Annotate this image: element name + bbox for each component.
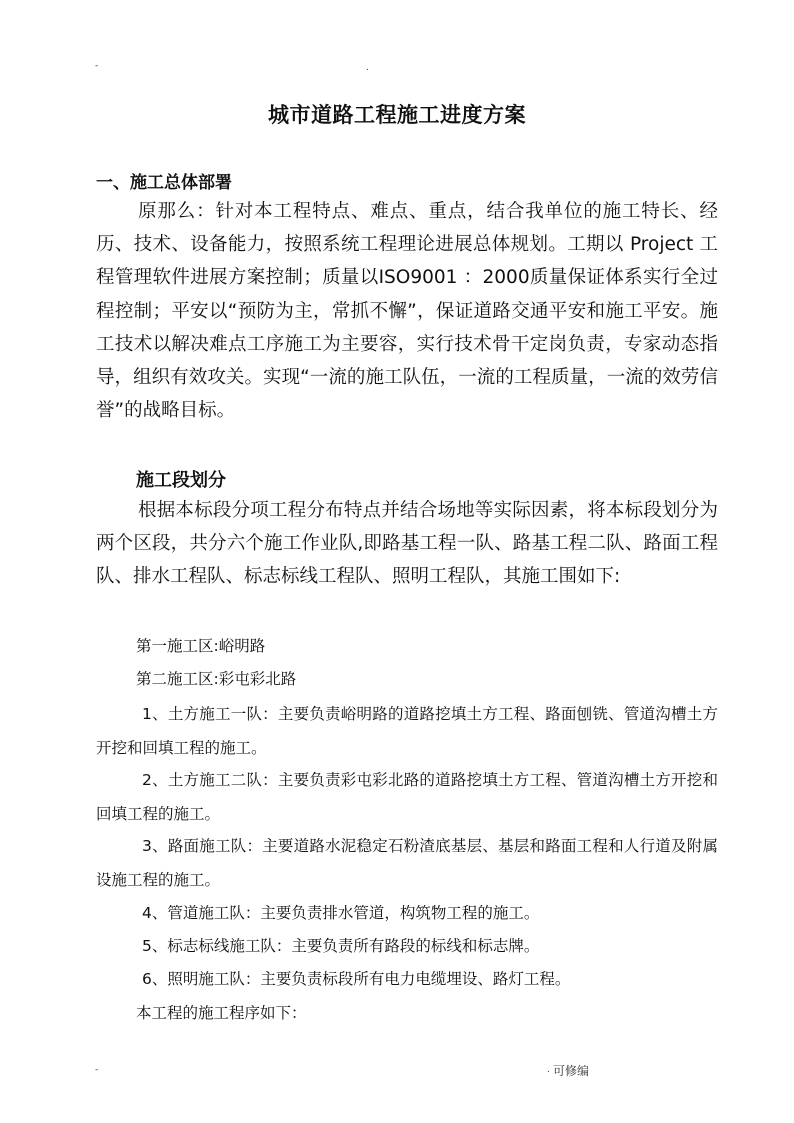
footer-editable-label: 可修编 (553, 1064, 590, 1078)
team-item-5: 5、标志标线施工队：主要负责所有路段的标线和标志牌。 (142, 937, 540, 955)
principle-paragraph: 原那么：针对本工程特点、难点、重点，结合我单位的施工特长、经历、技术、设备能力，按照系统工程理论进展总体规划。工期以 Project 工程管理软件进展方案控制；质量以ISO9001 ：2000质量保证体系实行全过程控制；平安以“预防为主，常抓不懈”，保证道路交通平安和施工平安。施工技术以解决难点工序施工为主要容，实行技术骨干定岗负责，专家动态指导，组织有效攻关。实现“一流的施工队伍，一流的工程质量，一流的效劳信誉”的战略目标。 (96, 201, 718, 422)
procedure-intro-line: 本工程的施工程序如下： (136, 1004, 307, 1022)
team-item-2: 2、土方施工二队：主要负责彩屯彩北路的道路挖填土方工程、管道沟槽土方开挖和回填工程的施工。 (96, 771, 718, 823)
team-item-6: 6、照明施工队：主要负责标段所有电力电缆埋设、路灯工程。 (142, 970, 571, 988)
team-item-3: 3、路面施工队：主要道路水泥稳定石粉渣底基层、基层和路面工程和人行道及附属设施工程的施工。 (96, 837, 718, 889)
section-heading-overall: 一、施工总体部署 (96, 173, 232, 193)
team-item-4: 4、管道施工队：主要负责排水管道，构筑物工程的施工。 (142, 904, 540, 922)
footer-mark-mid: . (547, 1065, 550, 1075)
zone-2-line: 第二施工区:彩屯彩北路 (136, 670, 297, 688)
section-heading-segments: 施工段划分 (136, 470, 226, 491)
header-mark-right: . (366, 63, 369, 73)
footer-mark-left: - (95, 1065, 99, 1075)
zone-1-line: 第一施工区:峪明路 (136, 637, 266, 655)
segment-intro-paragraph: 根据本标段分项工程分布特点并结合场地等实际因素，将本标段划分为两个区段，共分六个施工作业队,即路基工程一队、路基工程二队、路面工程队、排水工程队、标志标线工程队、照明工程队，其施工围如下: (96, 500, 718, 588)
page-title: 城市道路工程施工进度方案 (268, 103, 526, 127)
team-item-1: 1、土方施工一队：主要负责峪明路的道路挖填土方工程、路面刨铣、管道沟槽土方开挖和回填工程的施工。 (96, 705, 718, 757)
header-mark-left: - (95, 61, 99, 71)
